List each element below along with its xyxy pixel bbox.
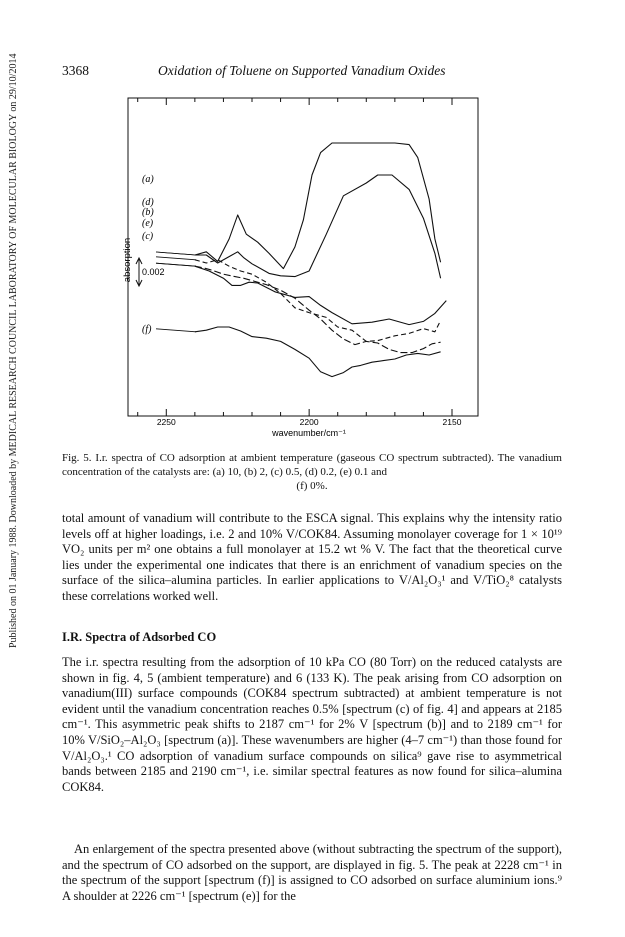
paragraph-ir-spectra: The i.r. spectra resulting from the adsorption of 10 kPa CO (80 Torr) on the reduced catalysts are shown in fig. 4, 5 (ambient temperature) and 6 (133 K). The peak arising from CO adsorption on vanadium(III) surface compounds (COK84 spectrum subtracted) at ambient temperature is not evident until the vanadium concentration reaches 0.5% [spectrum (c) of fig. 4] and appears at 2185 cm⁻¹. This asymmetric peak shifts to 2187 cm⁻¹ for 2% V [spectrum (b)] and to 2189 cm⁻¹ for 10% V/SiO₂–Al₂O₃ [spectrum (a)]. These wavenumbers are higher (4–7 cm⁻¹) than those found for V/Al₂O₃.¹ CO adsorption of vanadium surface compounds on silica⁹ gave rise to asymmetrical bands between 2185 and 2190 cm⁻¹, i.e. similar spectral features as now found for silica–alumina COK84. (62, 655, 562, 794)
curve-label-a: (a) (142, 174, 154, 185)
series-line-a (195, 143, 441, 269)
page-number: 3368 (62, 63, 89, 78)
curve-leader-b (156, 252, 196, 255)
curve-label-d: (d) (142, 197, 154, 208)
x-tick-label: 2200 (299, 417, 319, 427)
curve-label-c: (c) (142, 231, 154, 242)
series-line-c (195, 266, 446, 324)
curve-label-b: (b) (142, 207, 154, 218)
caption-last-line: (f) 0%. (296, 480, 328, 492)
page-header (62, 63, 565, 83)
y-axis-label: absorption (122, 237, 133, 283)
x-tick-label: 2250 (156, 417, 176, 427)
margin-note (6, 0, 20, 937)
figure-5 (114, 96, 496, 441)
running-title: Oxidation of Toluene on Supported Vanadium Oxides (158, 63, 446, 78)
x-axis-label: wavenumber/cm⁻¹ (272, 428, 346, 438)
curve-leader-f (156, 329, 196, 332)
spectra-plot (114, 96, 496, 441)
series-line-e (195, 266, 441, 352)
curve-leader-d (156, 257, 196, 260)
series-line-d (195, 260, 441, 342)
paragraph-enlargement: An enlargement of the spectra presented above (without subtracting the spectrum of the support), and the spectrum of CO adsorbed on the support, are displayed in fig. 5. The peak at 2228 cm⁻¹ in the spectrum of the support [spectrum (f)] is assigned to CO adsorbed on surface aluminium ions.⁹ A shoulder at 2226 cm⁻¹ [spectrum (e)] for the (62, 842, 562, 903)
curve-label-f: (f) (142, 324, 152, 335)
series-line-b (195, 175, 441, 278)
x-tick-label: 2150 (442, 417, 462, 427)
curve-label-e: (e) (142, 218, 154, 229)
plot-frame (128, 98, 478, 416)
figure-caption (62, 451, 562, 493)
paragraph-esca: total amount of vanadium will contribute to the ESCA signal. This explains why the intensity ratio levels off at higher loadings, i.e. 2 and 10% V/COK84. Assuming monolayer coverage for 1 × 10¹⁹ VO₂ units per m² one obtains a full monolayer at 15.2 wt % V. The fact that the theoretical curve lies under the experimental one indicates that there is an enrichment of vanadium species on the surface of the silica–alumina particles. In earlier applications to V/Al₂O₃¹ and V/TiO₂⁸ catalysts these correlations worked well. (62, 511, 562, 603)
section-heading: I.R. Spectra of Adsorbed CO (62, 630, 217, 644)
curve-leader-e (156, 263, 196, 266)
scale-bar-label: 0.002 (142, 267, 165, 277)
caption-text: Fig. 5. I.r. spectra of CO adsorption at ambient temperature (gaseous CO spectrum subtracted). The vanadium concentration of the catalysts are: (a) 10, (b) 2, (c) 0.5, (d) 0.2, (e) 0.1 and (62, 452, 562, 478)
margin-note-text: Published on 01 January 1988. Downloaded by MEDICAL RESEARCH COUNCIL LABORATORY OF MOLECULAR BIOLOGY on 29/10/2014 (8, 53, 19, 648)
